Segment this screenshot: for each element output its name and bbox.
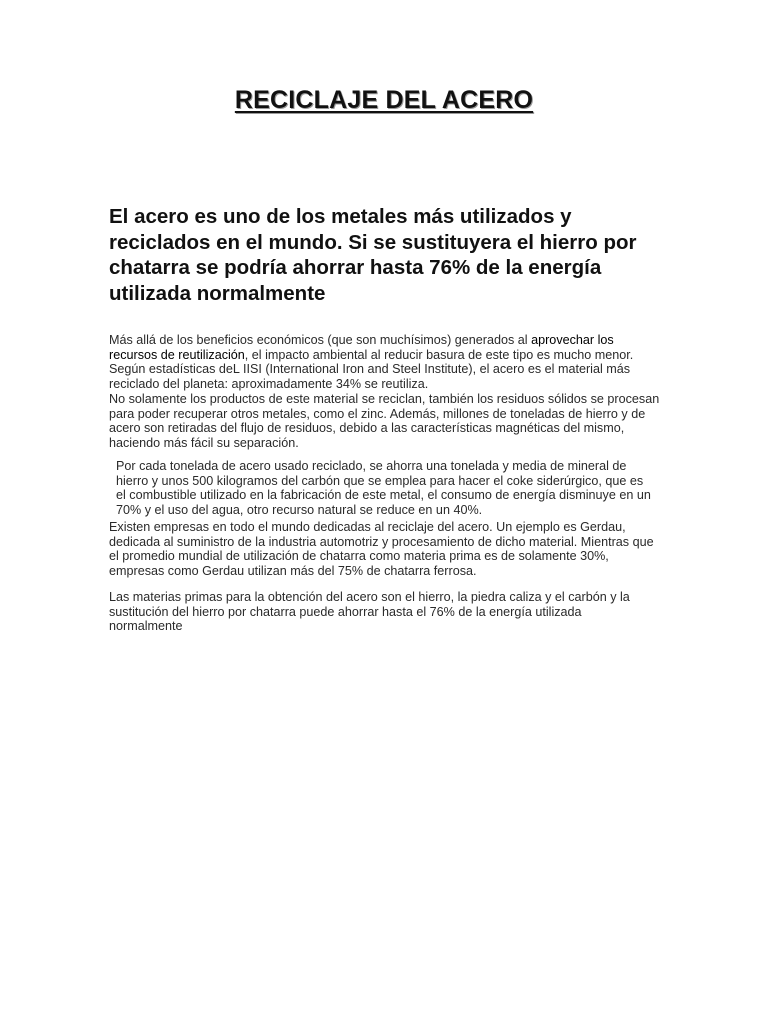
body-block-benefits <box>109 333 665 451</box>
paragraph-waste-processing: No solamente los productos de este material se reciclan, también los residuos sólidos se procesan para poder recuperar otros metales, como el zinc. Además, millones de toneladas de hierro y de acero son retiradas del flujo de residuos, debido a las características magnéticas del mismo, haciendo más fácil su separación. <box>109 391 660 450</box>
lead-paragraph: El acero es uno de los metales más utilizados y reciclados en el mundo. Si se sustituyera el hierro por chatarra se podría ahorrar hasta 76% de la energía utilizada normalmente <box>109 205 637 305</box>
paragraph-benefits <box>109 333 665 392</box>
paragraph-raw-materials: Las materias primas para la obtención del acero son el hierro, la piedra caliza y el carbón y la sustitución del hierro por chatarra puede ahorrar hasta el 76% de la energía utilizada normalmente <box>109 590 630 634</box>
paragraph-benefits-intro: Más allá de los beneficios económicos (que son muchísimos) generados al <box>109 333 532 347</box>
paragraph-savings-per-ton: Por cada tonelada de acero usado reciclado, se ahorra una tonelada y media de mineral de hierro y unos 500 kilogramos del carbón que se emplea para hacer el coke siderúrgico, que es el combustible utilizado en la fabricación de este metal, el consumo de energía disminuye en un 70% y el uso del agua, otro recurso natural se reduce en un 40%. <box>116 459 651 518</box>
paragraph-companies: Existen empresas en todo el mundo dedicadas al reciclaje del acero. Un ejemplo es Gerdau, dedicada al suministro de la industria automotriz y procesamiento de dicho material. Mientras que el promedio mundial de utilización de chatarra como materia prima es de solamente 30%, empresas como Gerdau utilizan más del 75% de chatarra ferrosa. <box>109 520 654 579</box>
paragraph-benefits-rest: , el impacto ambiental al reducir basura de este tipo es mucho menor. Según estadísticas deL IISI (International Iron and Steel Institute), el acero es el material más reciclado del planeta: aproximadamente 34% se reutiliza. <box>109 347 634 392</box>
document-title: RECICLAJE DEL ACERO <box>234 86 534 114</box>
reuse-resources-link[interactable]: aprovechar los recursos de reutilización <box>109 333 614 362</box>
